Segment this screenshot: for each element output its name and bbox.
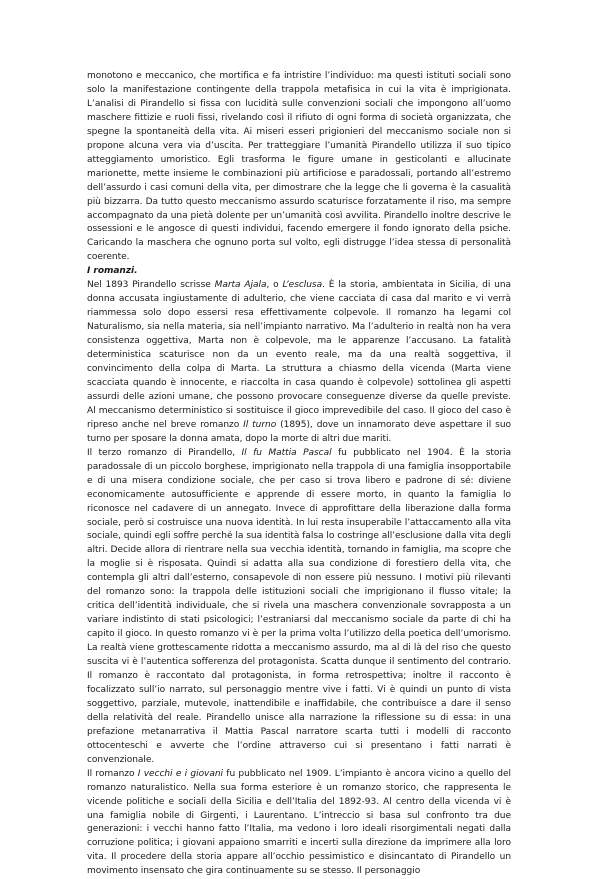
section-heading-romanzi: I romanzi.: [87, 266, 138, 277]
work-title: Il fu Mattia Pascal: [241, 447, 332, 458]
body-text: [87, 70, 511, 879]
work-title: I vecchi e i giovani: [137, 768, 223, 779]
paragraph-umorismo: monotono e meccanico, che mortifica e fa intristire l’individuo: ma questi istituti sociali sono solo la manifestazione contingente della trappola metafisica in cui la vita è imprigionata. L’analisi di Pirandello si fissa con lucidità sulle convenzioni sociali che impongono all’uomo maschere fittizie e ruoli fissi, rivelando così il rifiuto di ogni forma di società organizzata, che spegne la spontaneità della vita. Ai miseri esseri prigionieri del meccanismo sociale non si propone alcuna vera via d’uscita. Per tratteggiare l’umanità Pirandello utilizza il suo tipico atteggiamento umoristico. Egli trasforma le figure umane in gesticolanti e allucinate marionette, mette insieme le combinazioni più artificiose e paradossali, portando all’estremo dell’assurdo i casi comuni della vita, per dimostrare che la legge che li governa è la casualità più bizzarra. Da tutto questo meccanismo assurdo scaturisce forzatamente il riso, ma sempre accompagnato da una pietà dolente per un’umanità così avvilita. Pirandello inoltre descrive le ossessioni e le angosce di questi individui, facendo emergere il fondo ignorato della psiche. Caricando la maschera che ognuno porta sul volto, egli distrugge l’idea stessa di personalità coerente.: [87, 71, 511, 263]
paragraph-esclusa: Nel 1893 Pirandello scrisse Marta Ajala, o L’esclusa. È la storia, ambientata in Sicilia, di una donna accusata ingiustamente di adulterio, che viene cacciata di casa dal marito e vi verrà riammessa solo dopo essersi resa effettivamente colpevole. Il romanzo ha legami col Naturalismo, sia nella materia, sia nell’impianto narrativo. Ma l’adulterio in realtà non ha vera consistenza oggettiva, Marta non è colpevole, ma le apparenze l’accusano. La fatalità deterministica scaturisce non da un evento reale, ma da una realtà soggettiva, il convincimento della colpa di Marta. La struttura a chiasmo della vicenda (Marta viene scacciata quando è innocente, e riaccolta in casa quando è colpevole) sottolinea gli aspetti assurdi delle azioni umane, che possono provocare conseguenze diverse da quelle previste. Al meccanismo deterministico si sostituisce il gioco imprevedibile del caso. Il gioco del caso è ripreso anche nel breve romanzo Il turno (1895), dove un innamorato deve aspettare il suo turno per sposare la donna amata, dopo la morte di altri due mariti.: [87, 280, 511, 444]
work-title: Marta Ajala: [214, 280, 267, 291]
work-title: Il turno: [243, 419, 277, 430]
paragraph-vecchi-giovani: Il romanzo I vecchi e i giovani fu pubblicato nel 1909. L’impianto è ancora vicino a quello del romanzo naturalistico. Nella sua forma esteriore è un romanzo storico, che rappresenta le vicende politiche e sociali della Sicilia e dell’Italia del 1892-93. Al centro della vicenda vi è una famiglia nobile di Girgenti, i Laurentano. L’intreccio si basa sul confronto tra due generazioni: i vecchi hanno fatto l’Italia, ma vedono i loro ideali risorgimentali negati dalla corruzione politica; i giovani appaiono smarriti e incerti sulla direzione da imprimere alla loro vita. Il procedere della storia appare all’occhio pessimistico e disincantato di Pirandello un movimento insensato che gira continuamente su se stesso. Il personaggio: [87, 768, 511, 877]
work-title: L’esclusa: [282, 280, 323, 291]
paragraph-mattia-pascal: Il terzo romanzo di Pirandello, Il fu Mattia Pascal fu pubblicato nel 1904. È la storia paradossale di un piccolo borghese, imprigionato nella trappola di una famiglia insopportabile e di una misera condizione sociale, che per caso si trova libero e padrone di sé: diviene economicamente autosufficiente e apprende di essere morto, in quanto la famiglia lo riconosce nel cadavere di un annegato. Invece di approfittare della liberazione dalla forma sociale, però si costruisce una nuova identità. In lui resta insuperabile l’attaccamento alla vita sociale, quindi egli soffre perché la sua identità falsa lo costringe all’esclusione dalla vita degli altri. Decide allora di rientrare nella sua vecchia identità, tornando in famiglia, ma scopre che la moglie si è risposata. Quindi si adatta alla sua condizione di forestiero della vita, che contempla gli altri dall’esterno, consapevole di non essere più nessuno. I motivi più rilevanti del romanzo sono: la trappola delle istituzioni sociali che imprigionano il flusso vitale; la critica dell’identità individuale, che si rivela una maschera convenzionale sovrapposta a un variare indistinto di stati psicologici; l’estraniarsi dal meccanismo sociale da parte di chi ha capito il gioco. In questo romanzo vi è per la prima volta l’utilizzo della poetica dell’umorismo. La realtà viene grottescamente ridotta a meccanismo assurdo, ma al di là del riso che questo suscita vi è l’autentica sofferenza del protagonista. Scatta dunque il sentimento del contrario. Il romanzo è raccontato dal protagonista, in forma retrospettiva; inoltre il racconto è focalizzato sull’io narrato, sul personaggio mentre vive i fatti. Vi è quindi un punto di vista soggettivo, parziale, mutevole, inattendibile e inaffidabile, che contribuisce a dare il senso della relatività del reale. Pirandello unisce alla narrazione la riflessione su di essa: in una prefazione metanarrativa il Mattia Pascal narratore scarta tutti i modelli di racconto ottocenteschi e avverte che l’ordine attraverso cui si presentano i fatti narrati è convenzionale.: [87, 447, 511, 765]
